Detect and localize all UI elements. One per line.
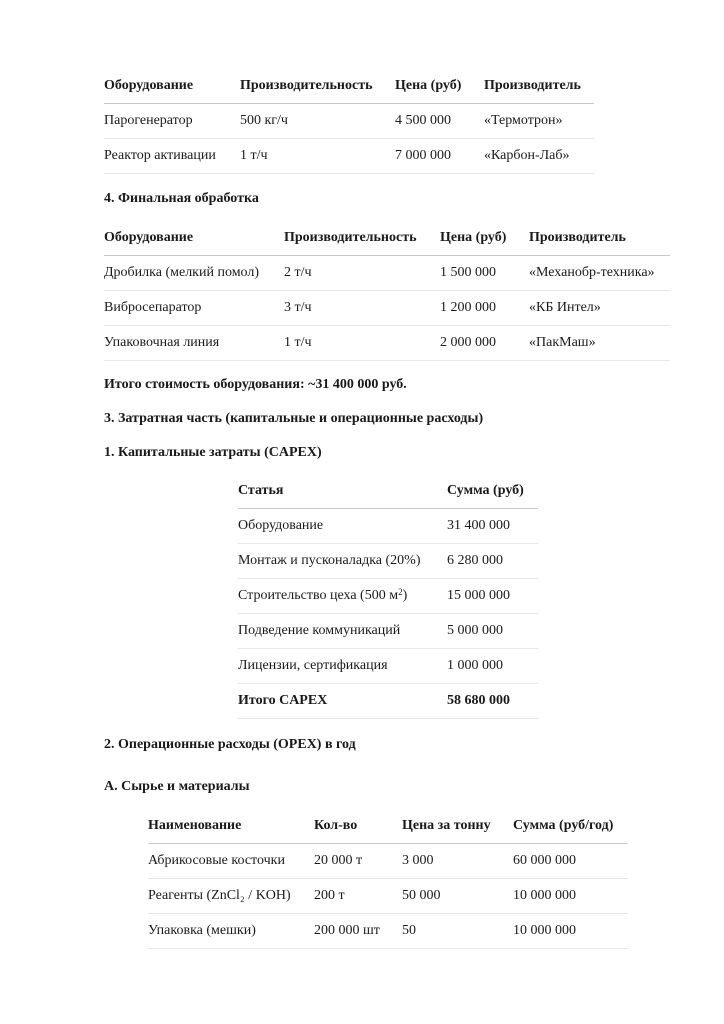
section-heading-opex: 2. Операционные расходы (OPEX) в год <box>104 737 356 752</box>
table-row <box>104 139 594 174</box>
table-cell: 1 т/ч <box>284 326 440 361</box>
total-equipment-cost: Итого стоимость оборудования: ~31 400 000 руб. <box>104 377 407 392</box>
table-cell: «КБ Интел» <box>529 291 670 326</box>
table-cell: 15 000 000 <box>447 579 538 614</box>
table-cell: 2 000 000 <box>440 326 529 361</box>
column-header: Производительность <box>240 69 395 104</box>
table-cell: «Термотрон» <box>484 104 594 139</box>
column-header: Оборудование <box>104 69 240 104</box>
capex-table <box>238 474 538 719</box>
table-row <box>238 649 538 684</box>
section-heading-costs: 3. Затратная часть (капитальные и операционные расходы) <box>104 411 484 426</box>
table-cell: Реактор активации <box>104 139 240 174</box>
table-row <box>238 509 538 544</box>
table-cell: 6 280 000 <box>447 544 538 579</box>
table-cell: Монтаж и пусконаладка (20%) <box>238 544 447 579</box>
table-cell: Подведение коммуникаций <box>238 614 447 649</box>
table-cell: «Карбон-Лаб» <box>484 139 594 174</box>
table-cell: 50 <box>402 914 513 949</box>
table-cell: Реагенты (ZnCl₂ / KOH) <box>148 879 314 914</box>
table-cell: 10 000 000 <box>513 914 628 949</box>
table-row <box>148 879 628 914</box>
table-cell: Вибросепаратор <box>104 291 284 326</box>
cell-text: Строительство цеха (500 м <box>238 588 399 603</box>
column-header: Наименование <box>148 809 314 844</box>
table-row <box>238 614 538 649</box>
column-header: Статья <box>238 474 447 509</box>
column-header: Цена (руб) <box>440 221 529 256</box>
column-header: Оборудование <box>104 221 284 256</box>
table-header-row <box>104 69 594 104</box>
table-cell: 31 400 000 <box>447 509 538 544</box>
column-header: Сумма (руб) <box>447 474 538 509</box>
section-heading-materials: А. Сырье и материалы <box>104 779 250 794</box>
table-row <box>238 579 538 614</box>
table-cell: 3 000 <box>402 844 513 879</box>
table-cell <box>238 579 447 614</box>
table-cell: 20 000 т <box>314 844 402 879</box>
section-heading-final-processing: 4. Финальная обработка <box>104 191 259 206</box>
column-header: Производитель <box>529 221 670 256</box>
table-row <box>104 256 670 291</box>
table-cell: 5 000 000 <box>447 614 538 649</box>
table-cell: «Механобр-техника» <box>529 256 670 291</box>
column-header: Цена (руб) <box>395 69 484 104</box>
table-cell: 1 т/ч <box>240 139 395 174</box>
table-cell: 200 000 шт <box>314 914 402 949</box>
final-processing-table <box>104 221 670 361</box>
table-cell: 10 000 000 <box>513 879 628 914</box>
table-header-row <box>238 474 538 509</box>
table-cell: 200 т <box>314 879 402 914</box>
table-cell: «ПакМаш» <box>529 326 670 361</box>
table-cell: 58 680 000 <box>447 684 538 719</box>
column-header: Кол-во <box>314 809 402 844</box>
table-row <box>238 544 538 579</box>
table-cell: Лицензии, сертификация <box>238 649 447 684</box>
table-cell: 60 000 000 <box>513 844 628 879</box>
table-cell: Абрикосовые косточки <box>148 844 314 879</box>
column-header: Цена за тонну <box>402 809 513 844</box>
table-row <box>148 914 628 949</box>
superscript: 2 <box>398 587 403 597</box>
table-cell: 2 т/ч <box>284 256 440 291</box>
table-cell: Упаковочная линия <box>104 326 284 361</box>
table-row <box>148 844 628 879</box>
table-cell: 500 кг/ч <box>240 104 395 139</box>
table-cell: 3 т/ч <box>284 291 440 326</box>
section-heading-capex: 1. Капитальные затраты (CAPEX) <box>104 445 322 460</box>
table-cell: 4 500 000 <box>395 104 484 139</box>
table-row <box>104 291 670 326</box>
table-cell: Парогенератор <box>104 104 240 139</box>
table-row <box>104 326 670 361</box>
table-cell: 1 200 000 <box>440 291 529 326</box>
table-cell: Оборудование <box>238 509 447 544</box>
table-cell: 50 000 <box>402 879 513 914</box>
table-cell: 1 000 000 <box>447 649 538 684</box>
table-cell: Дробилка (мелкий помол) <box>104 256 284 291</box>
table-cell: 7 000 000 <box>395 139 484 174</box>
table-row-total <box>238 684 538 719</box>
table-cell: Упаковка (мешки) <box>148 914 314 949</box>
table-header-row <box>104 221 670 256</box>
materials-table <box>148 809 628 949</box>
table-row <box>104 104 594 139</box>
table-cell: 1 500 000 <box>440 256 529 291</box>
cell-text-close: ) <box>402 588 408 603</box>
column-header: Сумма (руб/год) <box>513 809 628 844</box>
table-header-row <box>148 809 628 844</box>
activation-equipment-table <box>104 69 594 174</box>
column-header: Производительность <box>284 221 440 256</box>
column-header: Производитель <box>484 69 594 104</box>
table-cell: Итого CAPEX <box>238 684 447 719</box>
